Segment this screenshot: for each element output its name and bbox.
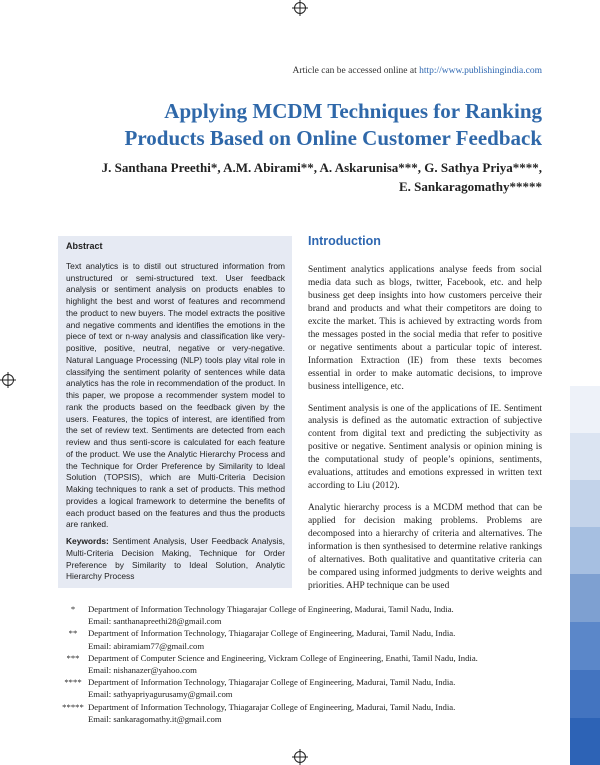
footnote-email: Email: abiramiam77@gmail.com: [88, 640, 205, 651]
authors: [62, 158, 542, 196]
footnote-affiliation: Department of Information Technology, Thiagarajar College of Engineering, Madurai, Tamil Nadu, India.: [88, 701, 456, 712]
footnote: [58, 603, 538, 627]
intro-paragraph: Analytic hierarchy process is a MCDM method that can be applied for decision making problems. Problems are decomposed into a hierarchy of criteria and alternatives. The information is then synthesised to determine relative rankings of alternatives. Both qualitative and quantitative criteria can be compared using informed judgments to derive weights and priorities. AHP technique can be used: [308, 503, 542, 591]
intro-paragraph: Sentiment analysis is one of the applications of IE. Sentiment analysis is defined as the automatic extraction of subjective content from digital text and predicting the subjectivity as positive or negative. Sentiment analysis or opinion mining is the computational study of people’s opinions, sentiments, evaluations, attitudes and emotions expressed in written text according to Liu (2012).: [308, 403, 542, 492]
abstract-heading: Abstract: [66, 241, 103, 251]
side-tab: [570, 480, 600, 527]
side-tab: [570, 527, 600, 574]
keywords-text: Sentiment Analysis, User Feedback Analysis, Multi-Criteria Decision Making, Technique for Order Preference by Similarity to Ideal Solution, Analytic Hierarchy Process: [66, 536, 285, 582]
abstract-box: [58, 236, 292, 588]
footnote-mark: *****: [62, 701, 84, 712]
registration-mark-icon: [294, 2, 306, 14]
side-tab: [570, 670, 600, 718]
footnote-email: Email: sankaragomathy.it@gmail.com: [88, 713, 222, 724]
footnote-affiliation: Department of Information Technology, Thiagarajar College of Engineering, Madurai, Tamil Nadu, India.: [88, 677, 456, 688]
introduction-heading: Introduction: [308, 234, 381, 248]
footnote-mark: ****: [64, 677, 82, 688]
footnote-mark: **: [68, 628, 78, 639]
introduction-body: [308, 264, 542, 602]
access-prefix: Article can be accessed online at: [292, 66, 420, 76]
footnote-email: Email: sathyapriyagurusamy@gmail.com: [88, 689, 233, 700]
side-tab: [570, 386, 600, 433]
keywords-label: Keywords:: [66, 536, 109, 546]
paper-title: Applying MCDM Techniques for Ranking Products Based on Online Customer Feedback: [124, 99, 542, 150]
side-tab: [570, 433, 600, 480]
authors-line-2: E. Sankaragomathy*****: [398, 179, 542, 194]
side-tab: [570, 574, 600, 622]
keywords: [66, 536, 285, 583]
footnote: [58, 701, 538, 725]
footnote-affiliation: Department of Information Technology, Thiagarajar College of Engineering, Madurai, Tamil Nadu, India.: [88, 628, 456, 639]
side-tab: [570, 718, 600, 765]
intro-paragraph: Sentiment analytics applications analyse feeds from social media data such as blogs, twitter, Facebook, etc. and help business get deep insights into how customers perceive their brand and products and what their competitors are doing to excite the market. This is achieved by extracting words from the messages posted in the social media that refer to positive or negative sentiments about a particular topic of interest. Information Extraction (IE) from these texts becomes essential in order to make automatic decisions, to improve business intelligence, etc.: [308, 265, 542, 392]
footnotes: [58, 603, 538, 725]
footnote: [58, 627, 538, 651]
footnote-mark: *: [70, 604, 76, 614]
registration-mark-icon: [2, 374, 14, 386]
side-color-tabs: [570, 386, 600, 765]
footnote-mark: ***: [66, 652, 80, 663]
footnote-email: Email: santhanapreethi28@gmail.com: [88, 616, 222, 627]
access-line: [293, 66, 543, 76]
side-tab: [570, 622, 600, 670]
abstract-text: Text analytics is to distil out structured information from unstructured or semi-structured text. User feedback analysis or sentiment analysis on products enables to highlight the best and worst of features and recommend the product to new buyers. The model extracts the positive and negative comments and identifies the emotions in the piece of text or n-way analysis and classification like very-positive, positive, neutral, negative or very-negative. Natural Language Processing (NLP) tools play vital role in classifying the sentiment polarity of sentences while data analytics has the role in recommendation of the product. In this paper, we propose a recommender system model to rank the products based on the feedback given by the users. Features, the topics of interest, are identified from the set of review text. Sentiments are detected from each review and thus senti-score is calculated for each feature of the product. We use the Analytic Hierarchy Process and the Technique for Order Preference by Similarity to Ideal Solution (TOPSIS), which are Multi-Criteria Decision Making techniques to rank a set of products. This method provides a logical framework to determine the benefits of each product based on the features and thus the products are ranked.: [66, 260, 285, 530]
authors-line-1: J. Santhana Preethi*, A.M. Abirami**, A. Askarunisa***, G. Sathya Priya****,: [101, 160, 542, 175]
footnote-email: Email: nishanazer@yahoo.com: [88, 665, 197, 676]
footnote-affiliation: Department of Information Technology Thiagarajar College of Engineering, Madurai, Tamil Nadu, India.: [88, 604, 454, 614]
access-url-link[interactable]: http://www.publishingindia.com: [419, 66, 542, 76]
footnote: [58, 676, 538, 700]
footnote-affiliation: Department of Computer Science and Engineering, Vickram College of Engineering, Enathi, Tamil Nadu, India.: [88, 652, 478, 663]
registration-mark-icon: [294, 751, 306, 763]
footnote: [58, 652, 538, 676]
